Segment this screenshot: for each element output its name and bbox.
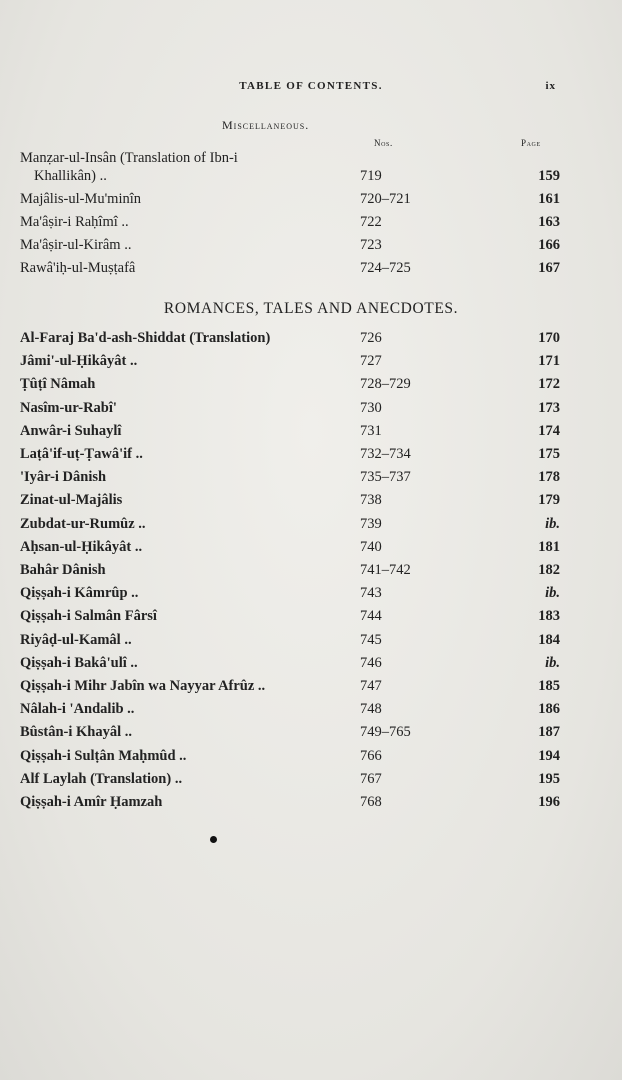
entry-page: 181 [538,538,560,555]
entry-number: 747 [360,678,382,694]
entry-number: 723 [360,237,382,253]
entry-title: Jâmi'-ul-Ḥikâyât .. [20,353,138,370]
entry-number: 748 [360,701,382,718]
entry-number: 731 [360,422,382,439]
entry-number: 739 [360,515,382,532]
entry-title: Ma'âṣir-i Raḥîmî .. [20,214,129,230]
toc-entry [20,260,560,282]
entry-page: 187 [538,724,560,741]
toc-entry [20,608,560,630]
toc-entry [20,562,560,584]
entry-page: 179 [538,492,560,509]
column-header-nos: Nos. [374,138,393,148]
entry-title: Anwâr-i Suhaylî [20,422,122,439]
entry-title: Ṭûṭî Nâmah [20,376,96,393]
entry-number: 722 [360,214,382,230]
entry-number: 738 [360,492,382,509]
entry-title: Qiṣṣah-i Amîr Ḥamzah [20,794,163,810]
toc-entry [20,376,560,398]
entry-title: Khallikân) .. [34,168,107,184]
entry-page: 167 [538,260,560,276]
entry-page: 195 [538,770,560,787]
entry-number: 730 [360,399,382,416]
entry-page: 184 [538,631,560,648]
entry-number: 727 [360,353,382,370]
entry-title: Rawâ'iḥ-ul-Muṣṭafâ [20,260,136,276]
toc-entry [20,794,560,816]
entry-title: Majâlis-ul-Mu'minîn [20,191,142,207]
entry-page: 175 [538,446,560,462]
entry-title: Laṭâ'if-uṭ-Ṭawâ'if .. [20,446,143,462]
toc-entry [20,446,560,468]
entry-title: Alf Laylah (Translation) .. [20,770,183,787]
entry-page: 186 [538,701,560,718]
toc-entry [20,469,560,491]
running-title: TABLE OF CONTENTS. [239,80,383,92]
toc-entry [20,237,560,259]
entry-number: 719 [360,168,382,184]
entry-page: 196 [538,794,560,810]
toc-entry [20,423,560,445]
toc-entry [20,168,560,190]
ink-dot [210,836,217,843]
entry-number: 745 [360,631,382,648]
entry-number: 744 [360,608,382,625]
entry-title: Qiṣṣah-i Salmân Fârsî [20,608,157,625]
entry-page: 174 [538,422,560,439]
toc-entry [20,678,560,700]
toc-entry [20,539,560,561]
toc-entry [20,585,560,607]
entry-page: 172 [538,376,560,393]
entry-title: Zinat-ul-Majâlis [20,492,123,509]
entry-page: ib. [545,654,560,671]
entry-number: 740 [360,538,382,555]
toc-entry [20,701,560,723]
entry-page: 183 [538,608,560,625]
entry-number: 743 [360,585,382,602]
entry-number: 726 [360,330,382,346]
entry-title: Bahâr Dânish [20,562,106,578]
entry-number: 746 [360,654,382,671]
entry-page: 182 [538,562,560,578]
toc-entry [20,632,560,654]
entry-page: 163 [538,214,560,230]
toc-entry [20,400,560,422]
entry-title: Zubdat-ur-Rumûz .. [20,515,146,532]
entry-page: ib. [545,515,560,532]
entry-title: Ma'âṣir-ul-Kirâm .. [20,237,132,253]
section-title-miscellaneous: Miscellaneous. [222,118,310,132]
entry-number: 741–742 [360,562,411,578]
entry-title: Nasîm-ur-Rabî' [20,399,117,416]
entry-number: 768 [360,794,382,810]
entry-title: Qiṣṣah-i Mihr Jabîn wa Nayyar Afrûz .. [20,678,266,694]
entry-title: Qiṣṣah-i Bakâ'ulî .. [20,654,138,671]
toc-entry [20,492,560,514]
entry-page: 166 [538,237,560,253]
section-title-romances: ROMANCES, TALES AND ANECDOTES. [163,300,459,317]
entry-number: 749–765 [360,724,411,741]
entry-page: 185 [538,678,560,694]
entry-title: Nâlah-i 'Andalib .. [20,701,135,718]
toc-entry [20,516,560,538]
entry-page: 173 [538,399,560,416]
entry-page: 178 [538,469,560,486]
toc-entry [20,771,560,793]
entry-title: Riyâḍ-ul-Kamâl .. [20,631,132,648]
entry-page: 170 [538,330,560,346]
entry-page: 159 [538,168,560,184]
column-header-page: Page [521,138,541,148]
toc-entry [20,655,560,677]
toc-entry [20,353,560,375]
entry-title: Qiṣṣah-i Sulṭân Maḥmûd .. [20,747,187,764]
toc-entry [20,191,560,213]
entry-title: Aḥsan-ul-Ḥikâyât .. [20,538,143,555]
toc-entry [20,724,560,746]
entry-number: 732–734 [360,446,411,462]
entry-title: Al-Faraj Ba'd-ash-Shiddat (Translation) [20,330,271,346]
page-number: ix [545,80,556,92]
entry-page: 161 [538,191,560,207]
entry-number: 767 [360,770,382,787]
entry-page: 194 [538,747,560,764]
entry-title: 'Iyâr-i Dânish [20,469,107,486]
entry-number: 724–725 [360,260,411,276]
toc-entry [20,748,560,770]
entry-number: 720–721 [360,191,411,207]
entry-title: Qiṣṣah-i Kâmrûp .. [20,585,139,602]
entry-number: 728–729 [360,376,411,393]
entry-number: 735–737 [360,469,411,486]
toc-entry [20,214,560,236]
entry-title: Bûstân-i Khayâl .. [20,724,132,741]
entry-page: 171 [538,353,560,370]
entry-page: ib. [545,585,560,602]
toc-entry [20,330,560,352]
entry-number: 766 [360,747,382,764]
entry-title: Manẓar-ul-Insân (Translation of Ibn-i [20,150,238,166]
